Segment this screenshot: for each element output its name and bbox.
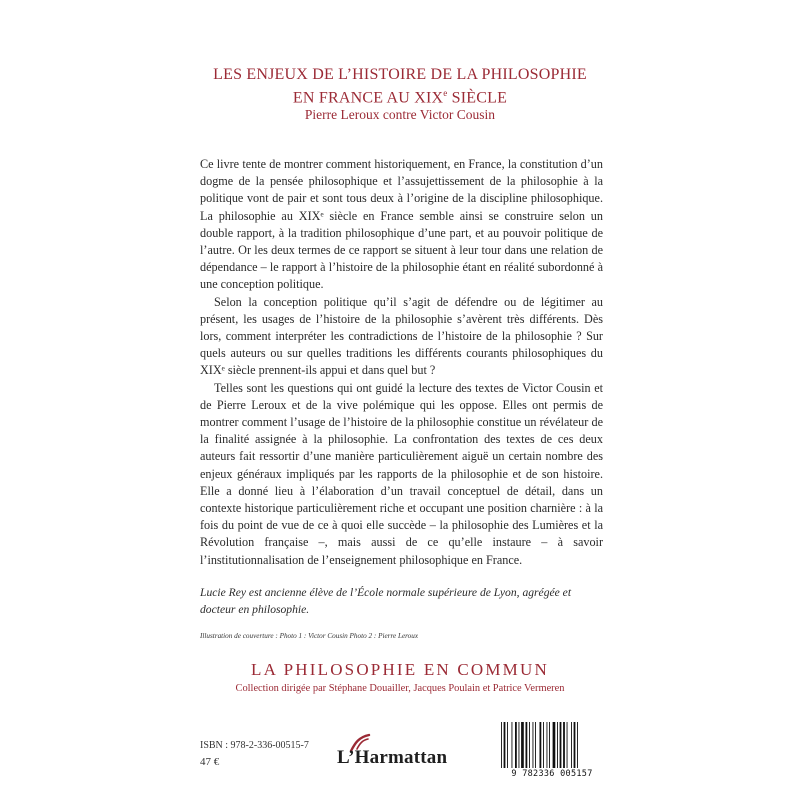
publisher-logo — [337, 735, 467, 771]
barcode-bars-icon — [497, 722, 607, 768]
barcode — [497, 722, 607, 778]
summary-paragraph-3: Telles sont les questions qui ont guidé la lecture des textes de Victor Cousin et de Pierre Leroux et de la vive polémique qui les oppose. Elles ont permis de montrer comment l’usage de l’histoire de la philosophie constitue un révélateur de la finalité assignée à la philosophie. La confrontation des textes de ces deux auteurs fait ressortir d’une manière particulièrement aiguë un certain nombre des enjeux généraux impliqués par les rapports de la philosophie et de son histoire. Elle a donné lieu à l’élaboration d’un travail conceptuel de détail, dans un contexte historique particulièrement riche et occupant une position charnière : à la fois du point de vue de ce à quoi elle succède – la philosophie des Lumières et la Révolution française –, mais aussi de ce qu’elle instaure – à savoir l’institutionnalisation de l’enseignement philosophique en France. — [200, 380, 603, 567]
author-bio: Lucie Rey est ancienne élève de l’École normale supérieure de Lyon, agrégée et docteur en philosophie. — [200, 586, 572, 616]
book-title-line-2 — [150, 84, 650, 107]
price: 47 € — [200, 756, 220, 768]
summary-text — [200, 156, 603, 569]
book-title-line-1: LES ENJEUX DE L’HISTOIRE DE LA PHILOSOPHIE — [213, 66, 587, 83]
collection-name: LA PHILOSOPHIE EN COMMUN — [251, 660, 549, 679]
book-title-line-2-end: SIÈCLE — [447, 89, 508, 107]
illustration-credit: Illustration de couverture : Photo 1 : Victor Cousin Photo 2 : Pierre Leroux — [200, 632, 419, 640]
publisher-name: L’Harmattan — [337, 747, 448, 768]
barcode-digits: 9 782336 005157 — [511, 769, 593, 779]
collection-directors: Collection dirigée par Stéphane Douailler, Jacques Poulain et Patrice Vermeren — [235, 683, 565, 694]
book-title-superscript: e — [443, 88, 448, 98]
isbn-number: ISBN : 978-2-336-00515-7 — [200, 740, 309, 751]
summary-paragraph-2: Selon la conception politique qu’il s’agit de défendre ou de légitimer au présent, les usages de l’histoire de la philosophie s’avèrent très différents. Dès lors, comment interpréter les contradictions de l’histoire de la philosophie ? Sur quels auteurs ou sur quelles traditions les différents courants philosophiques du XIXᵉ siècle prennent-ils appui et dans quel but ? — [200, 294, 603, 378]
book-title-line-2-main: EN FRANCE AU XIX — [292, 89, 444, 107]
book-title — [150, 66, 650, 107]
summary-paragraph-1: Ce livre tente de montrer comment historiquement, en France, la constitution d’un dogme de la pensée philosophique et l’assujettissement de la philosophie à la politique vont de pair et sont tous deux à l’origine de la discipline philosophique. La philosophie au XIXᵉ siècle en France semble ainsi se construire selon un double rapport, à la tradition philosophique d’une part, et au pouvoir politique de l’autre. Or les deux termes de ce rapport se situent à leur tour dans une relation de dépendance – le rapport à l’histoire de la philosophie étant en réalité subordonné à une conception politique. — [200, 157, 603, 292]
book-subtitle: Pierre Leroux contre Victor Cousin — [304, 107, 496, 122]
